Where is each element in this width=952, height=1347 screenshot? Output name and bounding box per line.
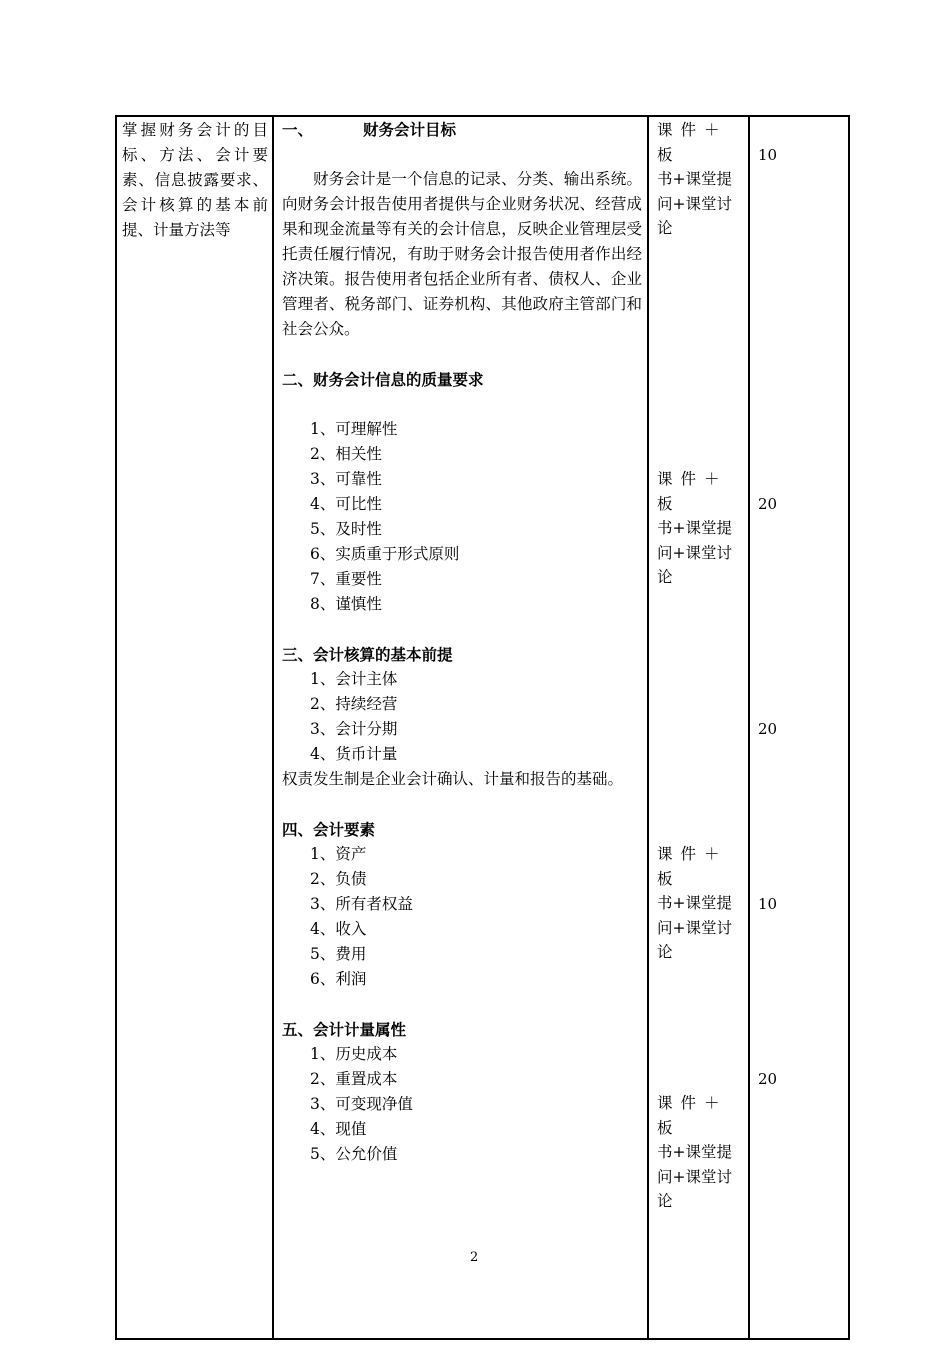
column-divider-2 [647,115,649,1340]
page-number: 2 [470,1250,479,1265]
hours-value: 20 [758,1070,778,1088]
hours-value: 20 [758,720,778,738]
section-1-title: 财务会计目标 [363,120,457,139]
section-1-paragraph: 财务会计是一个信息的记录、分类、输出系统。向财务会计报告使用者提供与企业财务状况、经营成果和现金流量等有关的会计信息，反映企业管理层受托责任履行情况，有助于财务会计报告使用者作出经济决策。报告使用者包括企业所有者、债权人、企业管理者、税务部门、证券机构、其他政府主管部门和社会公众。 [282,170,642,338]
section-4-title: 四、会计要素 [282,820,376,839]
method-cell-1 [657,118,743,241]
list-item: 3、会计分期 [310,720,398,738]
section-5-title: 五、会计计量属性 [282,1020,407,1039]
method-line: 书+课堂提 [657,894,732,912]
method-line: 书+课堂提 [657,170,732,188]
list-item: 5、公允价值 [310,1145,398,1163]
section-2-list [282,417,642,617]
method-line: 书+课堂提 [657,1143,732,1161]
list-item: 2、持续经营 [310,695,398,713]
method-line: 问+课堂讨 [657,1167,732,1186]
list-item: 3、可靠性 [310,470,382,488]
method-line: 课件＋板 [657,1094,728,1137]
list-item: 5、费用 [310,945,367,963]
hours-value: 20 [758,495,778,513]
section-3-list [282,667,642,767]
list-item: 1、历史成本 [310,1045,398,1063]
hours-value: 10 [758,895,778,913]
list-item: 3、所有者权益 [310,895,413,913]
method-line: 课件＋板 [657,121,728,164]
list-item: 2、负债 [310,870,367,888]
method-line: 论 [657,1192,673,1210]
list-item: 1、可理解性 [310,420,398,438]
section-1-number: 一、 [282,120,314,139]
list-item: 4、收入 [310,920,367,938]
section-1-heading [282,117,642,142]
section-2-title: 二、财务会计信息的质量要求 [282,370,484,389]
section-3-title: 三、会计核算的基本前提 [282,645,453,664]
list-item: 4、可比性 [310,495,382,513]
method-line: 问+课堂讨 [657,918,732,937]
method-cell-2 [657,467,743,590]
list-item: 2、重置成本 [310,1070,398,1088]
content-cell [282,117,642,1167]
section-5-list [282,1042,642,1167]
list-item: 6、实质重于形式原则 [310,545,460,563]
list-item: 2、相关性 [310,445,382,463]
list-item: 1、资产 [310,845,367,863]
list-item: 3、可变现净值 [310,1095,413,1113]
method-cell-4 [657,1091,743,1214]
method-line: 论 [657,568,673,586]
column-divider-3 [748,115,750,1340]
method-line: 课件＋板 [657,470,728,513]
list-item: 1、会计主体 [310,670,398,688]
method-cell-3 [657,842,743,965]
column-divider-1 [272,115,274,1340]
method-line: 论 [657,943,673,961]
list-item: 5、及时性 [310,520,382,538]
list-item: 8、谨慎性 [310,595,382,613]
objective-cell: 掌握财务会计的目标、方法、会计要素、信息披露要求、会计核算的基本前提、计量方法等 [122,121,268,239]
method-line: 书+课堂提 [657,519,732,537]
list-item: 4、现值 [310,1120,367,1138]
list-item: 4、货币计量 [310,745,398,763]
list-item: 6、利润 [310,970,367,988]
hours-value: 10 [758,146,778,164]
method-line: 问+课堂讨 [657,194,732,213]
section-4-list [282,842,642,992]
method-line: 论 [657,219,673,237]
method-line: 问+课堂讨 [657,543,732,562]
section-3-note: 权责发生制是企业会计确认、计量和报告的基础。 [282,770,624,788]
list-item: 7、重要性 [310,570,382,588]
method-line: 课件＋板 [657,845,728,888]
